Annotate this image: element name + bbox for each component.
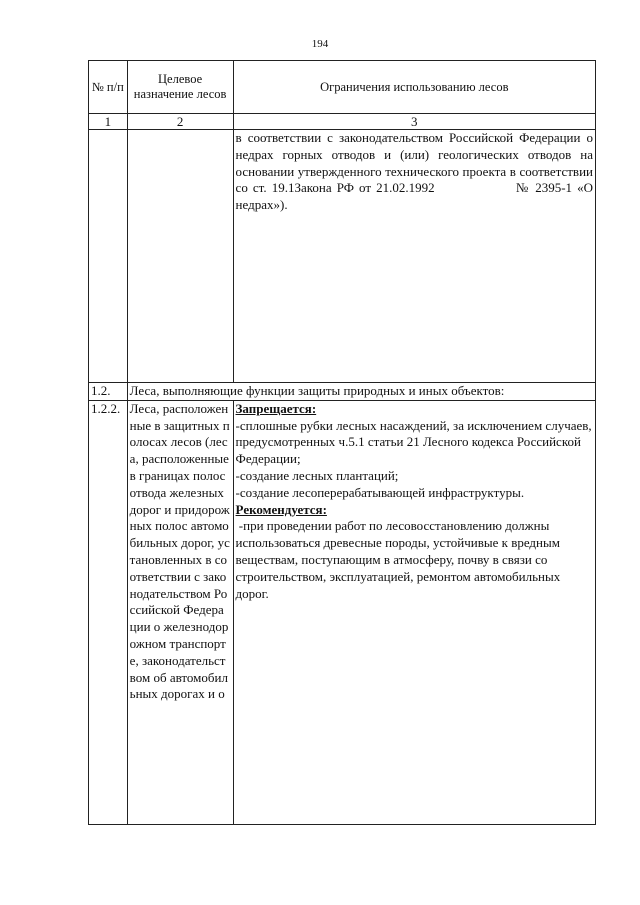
continuation-row	[89, 130, 596, 383]
continuation-text: в соответствии с законодательством Российской Федерации о недрах горных отводов и (или) геологических отводов на основании утвержденного технического проекта в соответствии со ст. 19.1Закона РФ от 21.02.1992 № 2395-1 «О недрах»).	[233, 130, 595, 383]
row-number: 1.2.2.	[89, 400, 128, 824]
column-number-3: 3	[233, 114, 595, 130]
recommended-heading: Рекомендуется:	[235, 501, 327, 517]
prohibited-item: -сплошные рубки лесных насаждений, за исключением случаев, предусмотренных ч.5.1 статьи 21 Лесного кодекса Российской Федерации;	[235, 417, 592, 467]
column-number-1: 1	[89, 114, 128, 130]
row-restrictions	[233, 400, 595, 824]
recommended-text: -при проведении работ по лесовосстановлению должны использоваться древесные породы, устойчивые к вредным веществам, поступающим в атмосферу, почву в связи со строительством, эксплуатацией, ремонтом автомобильных дорог.	[235, 518, 564, 601]
prohibited-item: -создание лесных плантаций;	[235, 467, 399, 483]
table-header-row	[89, 61, 596, 114]
table-row	[89, 400, 596, 824]
column-number-row	[89, 114, 596, 130]
section-number: 1.2.	[89, 383, 128, 401]
prohibited-heading: Запрещается:	[235, 400, 317, 416]
column-number-2: 2	[127, 114, 233, 130]
forest-restrictions-table	[88, 60, 596, 825]
header-number: № п/п	[89, 61, 128, 114]
continuation-purpose-cell	[127, 130, 233, 383]
continuation-number-cell	[89, 130, 128, 383]
page-number: 194	[311, 38, 329, 50]
section-row	[89, 383, 596, 401]
header-purpose: Целевое назначение лесов	[127, 61, 233, 114]
header-restrictions: Ограничения использованию лесов	[233, 61, 595, 114]
section-title: Леса, выполняющие функции защиты природных и иных объектов:	[127, 383, 595, 401]
row-purpose: Леса, расположенные в защитных полосах лесов (леса, расположенные в границах полос отвода железных дорог и придорожных полос автомобильных дорог, установленных в соответствии с законодательством Российской Федерации о железнодорожном транспорте, законодательством об автомобильных дорогах и о	[127, 400, 233, 824]
prohibited-item: -создание лесоперерабатывающей инфраструктуры.	[235, 484, 525, 500]
